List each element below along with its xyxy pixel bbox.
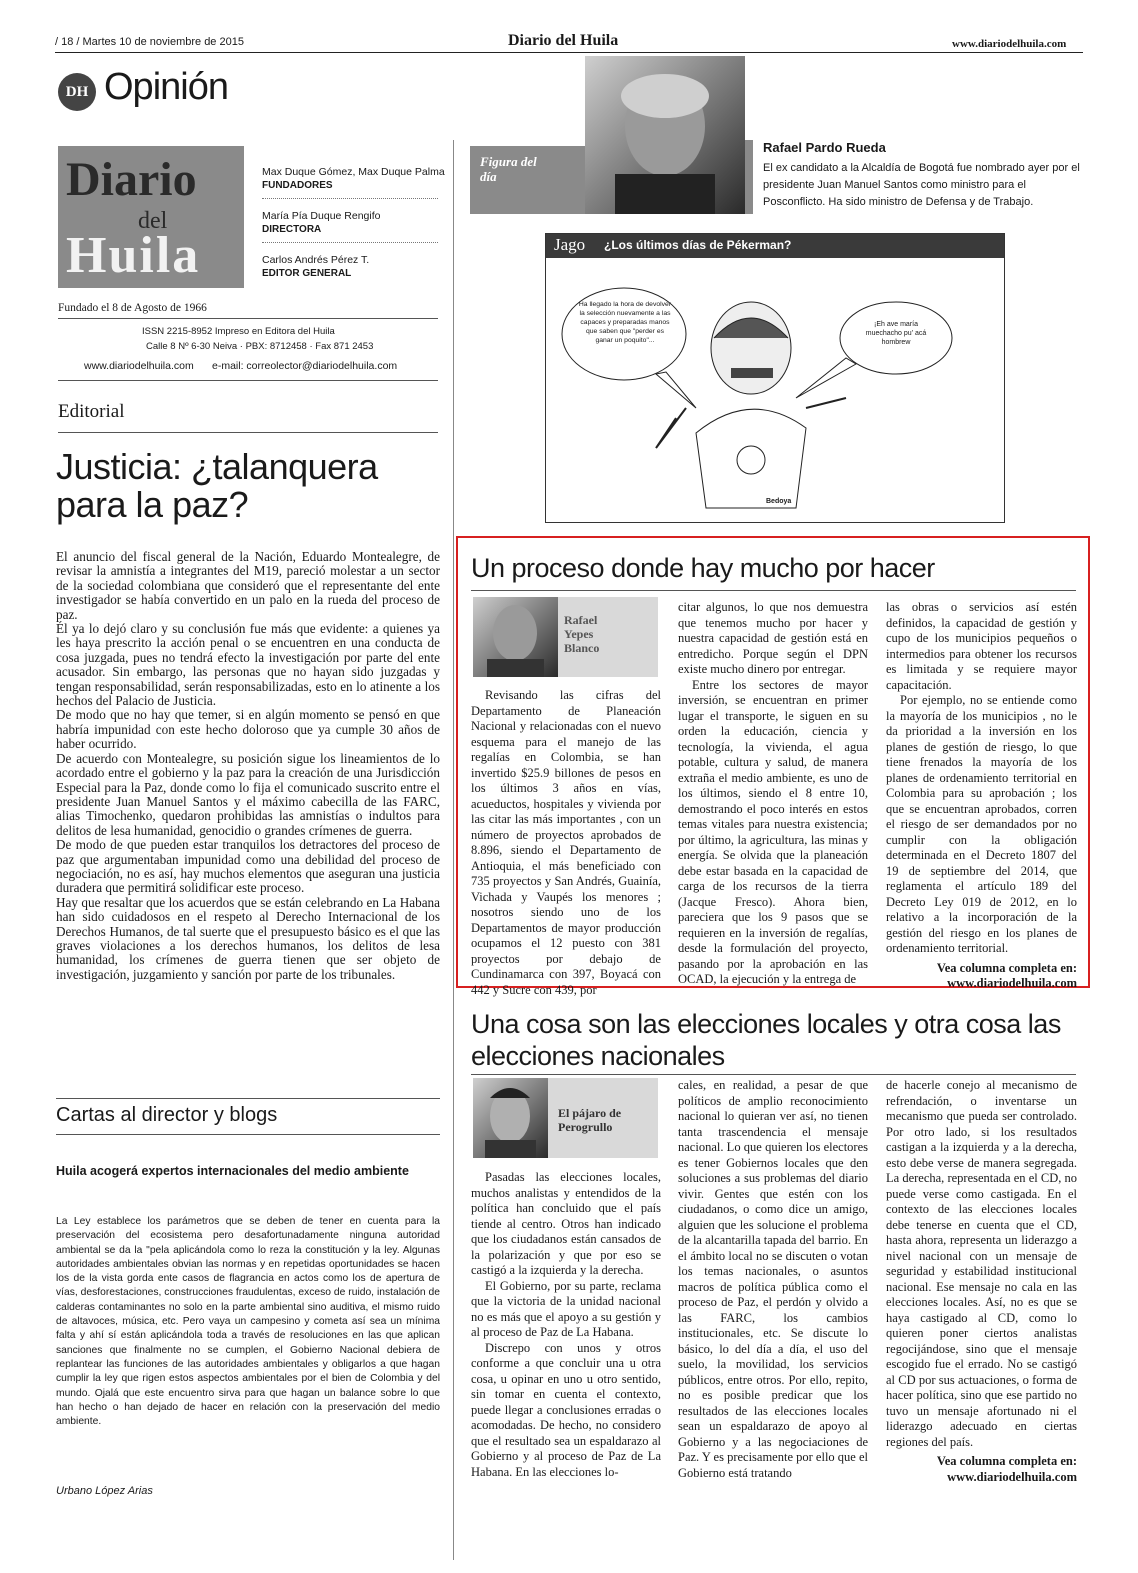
- article2-paragraph: cales, en realidad, a pesar de que políticos de amplio reconocimiento nacional lo quieran ver así, no tienen tanta trascendencia el mensaje nacional. Lo que quieren los electores es tener Gobiernos locales que den soluciones a sus problemas del diario vivir. Gentes que estén con los ciudadanos, o como dice un amigo, alguien que les solucione el problema de la alcantarilla tapada del barrio. En el ámbito local no se discuten o votan los temas nacionales, o asuntos macros de política pública como el proceso de Paz, el perdón y olvido a las FARC, los cambios institucionales, etc. Se discute lo básico, lo del día a día, el uso del suelo, la movilidad, los servicios públicos, entre otros. Por ello, repito, no es posible predicar que los resultados de las elecciones locales sean un espaldarazo de apoyo al Gobierno y a las negociaciones de Paz. Y es precisamente por ello que el Gobierno está tratando: [678, 1078, 868, 1480]
- founded-date: Fundado el 8 de Agosto de 1966: [58, 302, 207, 314]
- editorial-paragraph: El anuncio del fiscal general de la Nación, Eduardo Montealegre, de revisar la amnistía a integrantes del M19, pareció molestar a un sector de la sociedad colombiana que consideró que el representante del ente investigador se había convertido en un palo en la rueda del proceso de paz.: [56, 549, 440, 622]
- masthead: Diario del Huila: [508, 32, 619, 49]
- article1-more-label: Vea columna completa en:: [936, 960, 1077, 975]
- cartoon-signature: Bedoya: [766, 498, 792, 505]
- speech-bubble-left: Ha llegado la hora de devolver la selección nuevamente a las capaces y preparadas manos que saben que "perder es ganar un poquito"...: [578, 301, 672, 344]
- article1-col3: [886, 600, 1077, 992]
- article1-title: Un proceso donde hay mucho por hacer: [471, 553, 935, 583]
- newspaper-logo-box: Diario del Huila: [58, 146, 244, 288]
- director-role: DIRECTORA: [262, 224, 322, 235]
- article2-title: Una cosa son las elecciones locales y otra cosa las elecciones nacionales: [471, 1009, 1061, 1071]
- editor-name: Carlos Andrés Pérez T.: [262, 254, 370, 266]
- dh-logo: DH: [58, 73, 96, 111]
- article2-paragraph: El Gobierno, por su parte, reclama que la victoria de la unidad nacional no es más que el apoyo a su gestión y al proceso de Paz de La Habana.: [471, 1278, 661, 1339]
- article1-paragraph: Por ejemplo, no se entiende como la mayoría de los municipios , no le da prioridad a la inversión en los planes de gestión de riesgo, lo que tiene frenados la mayoría de los planes de ordenamiento territorial en Colombia para su aprobación ; los que se encuentran aprobados, corren el riesgo de ser demandados por no cumplir con la obligación determinada en el Decreto 1807 del 19 de septiembre del 2014, que reglamenta el artículo 189 del Decreto Ley 019 de 2012, en lo relativo a la incorporación de la gestión del riesgo en los planes de ordenamiento territorial.: [886, 693, 1077, 955]
- cartas-signature: Urbano López Arias: [56, 1485, 153, 1497]
- editorial-label: Editorial: [58, 401, 125, 422]
- editorial-paragraph: Hay que resaltar que los acuerdos que se están celebrando en La Habana han sido cuidadosos en el respeto al Derecho Internacional de los Derechos Humanos, de tal suerte que el presupuesto básico es el que las graves violaciones a los derechos humanos, los delitos de lesa humanidad, los crímenes de guerra tienen que ser objeto de investigación, juzgamiento y sanción por parte de los tribunales.: [56, 894, 440, 982]
- founders-role: FUNDADORES: [262, 180, 333, 191]
- cartoon-frame: [545, 233, 1005, 523]
- article1-more-link[interactable]: www.diariodelhuila.com: [947, 976, 1077, 990]
- article2-col1: [471, 1170, 661, 1480]
- editorial-paragraph: De modo que no hay que temer, si en algún momento se pensó en que habría impunidad con este hecho doloroso que ya cumple 30 años de haber ocurrido.: [56, 707, 440, 752]
- article2-more-label: Vea columna completa en:: [936, 1454, 1077, 1468]
- founders-names: Max Duque Gómez, Max Duque Palma: [262, 166, 445, 178]
- cartoon-author: Jago: [554, 235, 586, 254]
- article1-paragraph: Revisando las cifras del Departamento de Planeación Nacional y relacionadas con el nuevo esquema para el manejo de las regalías en Colombia, se han invertido $25.9 billones de pesos en los últimos 3 años en vías, acueductos, hospitales y vivienda por las citar las más importantes , con un número de proyectos aprobados de 8.896, siendo el Departamento de Antioquia, el más beneficiado con 735 proyectos y San Andrés, Guainía, Vichada y Vaupés los menores ; nosotros siendo uno de los Departamentos de mayor producción ocupamos el 12 puesto con 381 proyectos por debajo de Cundinamarca con 397, Boyacá con 442 y Sucre con 439, por: [471, 688, 661, 997]
- director-name: María Pía Duque Rengifo: [262, 210, 381, 222]
- page-info: / 18 / Martes 10 de noviembre de 2015: [55, 36, 244, 48]
- cartas-body: La Ley establece los parámetros que se deben de tener en cuenta para la preservación del ecosistema pero desafortunadamente ninguna autoridad ambiental se da la "pela aplicándola como lo reza la constitución y la ley. Algunas autoridades ambientales obvian las normas y en repetidas oportunidades se hacen los de la vista gorda ente casos de flagrancia en actos como los de apertura de vías, desforestaciones, construcciones fraudulentas, exceso de ruido, instalación de calderas contaminantes no solo en la parte ambiental sino auditiva, el mismo ruido de altavoces, música, etc. Pero vaya un campesino y cometa así sea un mínima falta y ahí sí están aplicándola toda a través de resoluciones en las que aplican sanciones que finalmente no se cumplen, el Gobierno Nacional debiera de replantear las funciones de las autoridades ambientales y obligarlos a que hagan cumplir la ley que rigen estos aspectos ambientales por el bien de Colombia y del mundo. Ojalá que este encuentro sirva para que hagan un balance sobre lo que han hecho o han dejado de hacer en relación con la preservación del medio ambiente.: [56, 1216, 440, 1428]
- figura-label-box: [470, 146, 585, 214]
- figura-label: Figura del día: [480, 154, 537, 184]
- figura-text: El ex candidato a la Alcaldía de Bogotá fue nombrado ayer por el presidente Juan Manuel Santos como ministro para el Posconflicto. Ha sido ministro de Defensa y de Trabajo.: [763, 162, 1080, 208]
- article1-col2: [678, 600, 868, 988]
- cartas-title: Huila acogerá expertos internacionales del medio ambiente: [56, 1164, 409, 1178]
- staff-website[interactable]: www.diariodelhuila.com: [84, 360, 194, 372]
- cartoon-title: ¿Los últimos días de Pékerman?: [604, 238, 792, 252]
- article1-paragraph: las obras o servicios así estén definidos, la capacidad de gestión y cupo de los municipios pequeños o intermedios para obtener los recursos es limitada y se requiere mayor capacitación.: [886, 600, 1077, 692]
- address: Calle 8 Nº 6-30 Neiva · PBX: 8712458 · Fax 871 2453: [146, 341, 374, 352]
- speech-bubble-right: ¡Eh ave maría muechacho pu' acá hombrew: [865, 321, 927, 346]
- article2-author: El pájaro de Perogrullo: [558, 1106, 622, 1134]
- article1-paragraph: citar algunos, lo que nos demuestra que tenemos mucho por hacer y nuestra capacidad de gestión está en entredicho. Porque según el DPN existe mucho dinero por entregar.: [678, 600, 868, 676]
- article1-paragraph: Entre los sectores de mayor inversión, se encuentran en primer lugar el transporte, le siguen en su orden la educación, ciencia y tecnología, la vivienda, el agua potable, cultura y salud, de manera extraña el medio ambiente, es uno de los últimos, siendo el 8 entre 10, demostrando el poco interés en estos temas vitales para nuestra existencia; por último, la agricultura, las minas y energía. Se olvida que la planeación debe estar basada en la capacidad de carga de los recursos de la tierra (Jacque Fresco). Ahora bien, pareciera que los 9 pasos que se requieren en la inversión de regalías, desde la formulación del proyecto, pasando por la aprobación en las OCAD, la ejecución y la entrega de: [678, 677, 868, 986]
- author-box: [558, 597, 658, 677]
- website-link[interactable]: www.diariodelhuila.com: [952, 38, 1067, 50]
- editorial-title: Justicia: ¿talanquera para la paz?: [56, 446, 378, 525]
- editorial-paragraph: Él ya lo dejó claro y su conclusión fue más que evidente: a quienes ya les haya prescrito la acción penal o se encuentren en una conducta de cosa juzgada, pues no tendrá efecto la investigación por parte del ente acusador. Sin embargo, las personas que no hayan sido juzgadas y tengan responsabilidad, serán responsabilizadas, esto en lo atinente a los hechos del Palacio de Justicia.: [56, 621, 440, 709]
- article1-author: Rafael Yepes Blanco: [564, 613, 600, 655]
- issn: ISSN 2215-8952 Impreso en Editora del Huila: [142, 326, 335, 337]
- editorial-body: [56, 550, 440, 982]
- editorial-paragraph: De modo de que pueden estar tranquilos los detractores del proceso de paz que argumentaban impunidad como una debilidad del proceso de negociación, no es así, hay muchos elementos que aseguran una justicia duradera que permitirá solidificar este proceso.: [56, 837, 440, 896]
- author-box-2: [548, 1078, 658, 1158]
- editorial-paragraph: De acuerdo con Montealegre, su posición sigue los lineamientos de lo acordado entre el gobierno y la paz para la creación de una Jurisdicción Especial para la Paz, donde como lo fija el comunicado suscrito entre el presidente Juan Manuel Santos y el máximo cabecilla de las FARC, alias Timochenko, quedaron prohibidas las amnistías o indultos para delitos de lesa humanidad, genocidio o grandes crímenes de guerra.: [56, 750, 440, 838]
- perogrullo-photo: [473, 1078, 548, 1158]
- article2-col2: [678, 1078, 868, 1481]
- article2-col3: [886, 1078, 1077, 1485]
- pardo-photo: [585, 56, 745, 214]
- yepes-photo: [473, 597, 558, 677]
- cartoon-drawing: [546, 258, 1004, 522]
- article2-paragraph: de hacerle conejo al mecanismo de refrendación, o inventarse un mecanismo que pueda ser controlado. Por otro lado, si los resultados castigan a la izquierda y a la derecha, esto debe verse de manera segregada. La derecha, representada en el CD, no puede verse como castigada. En el contexto de las elecciones locales debe tenerse en cuenta que el CD, hasta ahora, representa un liderazgo a nivel nacional con un mensaje de seguridad y estabilidad institucional nacional. Ese mensaje no cala en las elecciones locales. Así, no es que se haya castigado al CD, como lo quieren poner ciertos analistas regocijándose, sino que el mensaje escogido fue el errado. No se castigó al CD por sus actuaciones, o forma de hacer política, sino que ese partido no tuvo un mensaje afortunado ni el liderazgo adecuado en ciertas regiones del país.: [886, 1078, 1077, 1449]
- article2-more-link[interactable]: www.diariodelhuila.com: [947, 1469, 1077, 1484]
- editor-role: EDITOR GENERAL: [262, 268, 352, 279]
- staff-email[interactable]: e-mail: correolector@diariodelhuila.com: [212, 360, 398, 372]
- article2-paragraph: Discrepo con unos y otros conforme a que concluir una u otra cosa, u opinar en uno u otro sentido, sin tomar en cuenta el contexto, puede llegar a conclusiones erradas o acomodadas. De hecho, no considero que el resultado sea un espaldarazo al Gobierno y al proceso de Paz de La Habana. En las elecciones lo-: [471, 1340, 661, 1479]
- figura-name: Rafael Pardo Rueda: [763, 140, 886, 155]
- article2-paragraph: Pasadas las elecciones locales, muchos analistas y entendidos de la política han concluido que el país tiende al centro. Otros han indicado que los ciudadanos están cansados de la polarización y que por eso se castigó a la izquierda y la derecha.: [471, 1170, 661, 1277]
- cartas-label: Cartas al director y blogs: [56, 1104, 278, 1126]
- article1-col1: [471, 688, 661, 998]
- section-title: Opinión: [104, 66, 228, 108]
